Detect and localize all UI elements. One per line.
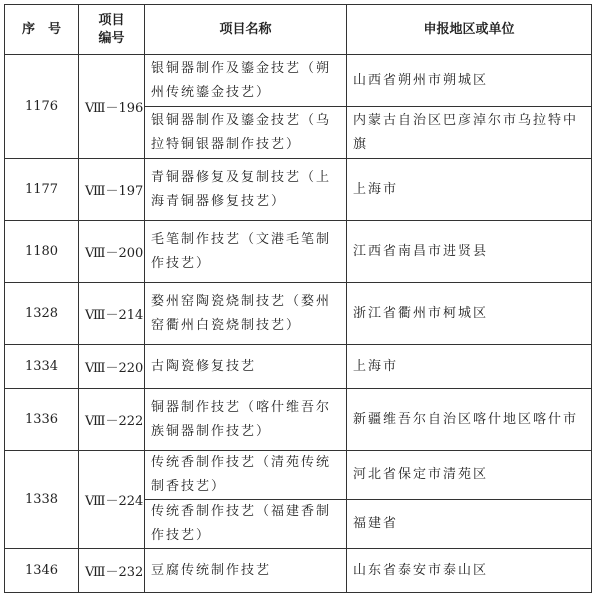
seq-cell: 1334 (5, 345, 79, 389)
code-cell: Ⅷ－220 (79, 345, 145, 389)
table-header-row (5, 5, 592, 55)
name-cell: 铜器制作技艺（喀什维吾尔族铜器制作技艺） (145, 389, 347, 451)
name-cell: 传统香制作技艺（清苑传统制香技艺） (145, 451, 347, 500)
table-row (5, 55, 592, 107)
region-cell: 山东省泰安市泰山区 (347, 549, 592, 593)
seq-cell: 1176 (5, 55, 79, 159)
table-row (5, 451, 592, 500)
heritage-project-table (4, 4, 592, 593)
name-cell: 古陶瓷修复技艺 (145, 345, 347, 389)
region-cell: 福建省 (347, 500, 592, 549)
table-row (5, 549, 592, 593)
code-cell: Ⅷ－222 (79, 389, 145, 451)
region-cell: 浙江省衢州市柯城区 (347, 283, 592, 345)
name-cell: 婺州窑陶瓷烧制技艺（婺州窑衢州白瓷烧制技艺） (145, 283, 347, 345)
code-cell: Ⅷ－197 (79, 159, 145, 221)
region-cell: 河北省保定市清苑区 (347, 451, 592, 500)
seq-cell: 1338 (5, 451, 79, 549)
table-row (5, 345, 592, 389)
region-cell: 新疆维吾尔自治区喀什地区喀什市 (347, 389, 592, 451)
region-cell: 内蒙古自治区巴彦淖尔市乌拉特中旗 (347, 107, 592, 159)
region-cell: 山西省朔州市朔城区 (347, 55, 592, 107)
header-region: 申报地区或单位 (347, 5, 592, 55)
name-cell: 银铜器制作及鎏金技艺（乌拉特铜银器制作技艺） (145, 107, 347, 159)
table-row (5, 389, 592, 451)
table-row (5, 159, 592, 221)
code-cell: Ⅷ－200 (79, 221, 145, 283)
name-cell: 毛笔制作技艺（文港毛笔制作技艺） (145, 221, 347, 283)
name-cell: 豆腐传统制作技艺 (145, 549, 347, 593)
region-cell: 上海市 (347, 159, 592, 221)
name-cell: 银铜器制作及鎏金技艺（朔州传统鎏金技艺） (145, 55, 347, 107)
seq-cell: 1177 (5, 159, 79, 221)
seq-cell: 1336 (5, 389, 79, 451)
region-cell: 江西省南昌市进贤县 (347, 221, 592, 283)
seq-cell: 1180 (5, 221, 79, 283)
table-row (5, 283, 592, 345)
header-code: 项目 编号 (79, 5, 145, 55)
name-cell: 青铜器修复及复制技艺（上海青铜器修复技艺） (145, 159, 347, 221)
code-cell: Ⅷ－214 (79, 283, 145, 345)
code-cell: Ⅷ－224 (79, 451, 145, 549)
header-name: 项目名称 (145, 5, 347, 55)
code-cell: Ⅷ－196 (79, 55, 145, 159)
table-row (5, 221, 592, 283)
seq-cell: 1346 (5, 549, 79, 593)
code-cell: Ⅷ－232 (79, 549, 145, 593)
header-seq: 序 号 (5, 5, 79, 55)
name-cell: 传统香制作技艺（福建香制作技艺） (145, 500, 347, 549)
region-cell: 上海市 (347, 345, 592, 389)
seq-cell: 1328 (5, 283, 79, 345)
